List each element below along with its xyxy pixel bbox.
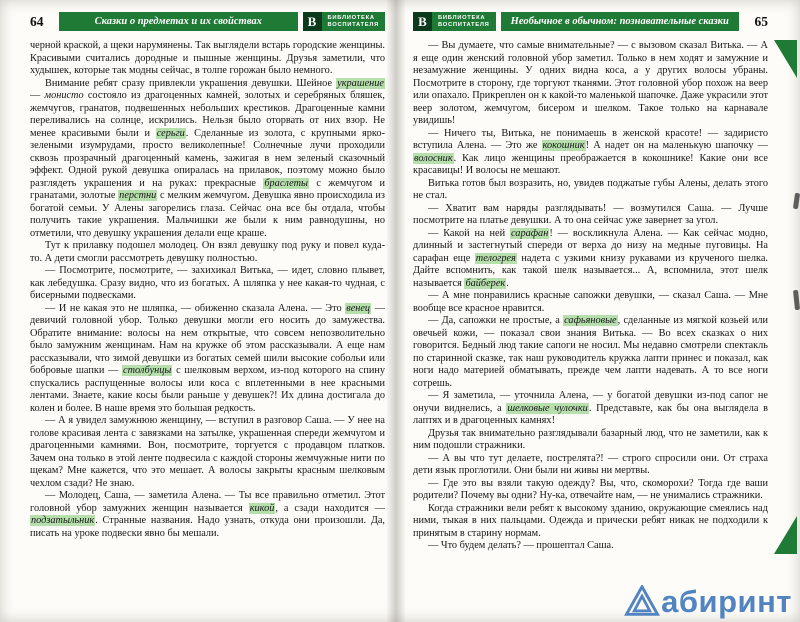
publisher-logo-left xyxy=(303,12,386,31)
publisher-logo-letter-icon: В xyxy=(303,12,322,31)
publisher-logo-line2: ВОСПИТАТЕЛЯ xyxy=(438,21,490,28)
paragraph: — Посмотрите, посмотрите, — захихикал Витька, — идет, словно плывет, как лебедушка. Сразу видно, что из богатых. А шляпка у нее какая-то чудная, с бисерными подвесками. xyxy=(30,265,385,301)
page-right-header xyxy=(413,12,768,31)
paragraph: Витька готов был возразить, но, увидев поджатые губы Алены, делать этого не стал. xyxy=(413,177,768,201)
publisher-logo-letter-icon: В xyxy=(413,12,432,31)
paragraph: черной краской, а щеки нарумянены. Так выглядели встарь городские женщины. Красивыми считались дородные и пышные женщины. Друзья заметили, что худышек, которые так модны сейчас, в толпе горожан было немного. xyxy=(30,40,385,76)
page-corner-triangle-bottom xyxy=(774,516,797,554)
paragraph: Тут к прилавку подошел молодец. Он взял девушку под руку и повел куда-то. А дети смогли рассмотреть девушку полностью. xyxy=(30,240,385,264)
paragraph: Внимание ребят сразу привлекли украшения девушки. Шейное украшение — монисто состояло из драгоценных камней, золотых и серебряных бляшек, жемчугов, гранатов, подвешенных небольших крестиков. Драгоценные камни переливались на солнце, искрились. Нельзя было оторвать от них взор. Не менее красивыми были и серьги. Сделанные из золота, с крупными ярко-зелеными изумрудами, просто великолепные! Солнечные лучи проходили сквозь прозрачный драгоценный камень, зажигая в нем зеленый сказочный эффект. Одной рукой девушка опиралась на прилавок, поэтому можно было разглядеть украшения и на руках: прекрасные браслеты с жемчугом и гранатами, золотые перстни с мелким жемчугом. Девушка явно происходила из богатой семьи. У Алены загорелись глаза. Сейчас она все бы отдала, чтобы получить такие украшения. Мальчишки же были к ним равнодушны, но отметили, что девушку украшения делали еще краше. xyxy=(30,77,385,239)
paragraph: — Какой на ней сарафан! — воскликнула Алена. — Как сейчас модно, длинный и застегнутый спереди от верха до низу на медные пуговицы. На сарафан еще телогрея надета с узкими книзу рукавами из крученого шелка. Дайте вспомнить, как такой шелк называется... А, вспомнила, этот шелк называется байберек. xyxy=(413,227,768,289)
paragraph: — Молодец, Саша, — заметила Алена. — Ты все правильно отметил. Этот головной убор замужних женщин называется кикой, а сзади находится — подзатыльник. Странные названия. Надо узнать, откуда они произошли. Да, писать на уроке подвески явно бы мешали. xyxy=(30,490,385,539)
page-right xyxy=(400,0,800,622)
paragraph: — Вы думаете, что самые внимательные? — с вызовом сказал Витька. — А я еще один женский головной убор заметил. Только в нем ходят и замужние и незамужние женщины. У одних видна коса, а у других волосы убраны. Посмотрите в сторону, где торгуют тканями. Этот головной убор похож на веер или опахало. Прикреплен он к какой-то маленькой шапочке. Даже украсили этот веер золотом, жемчугом, бисером и шелком. Такое только на карнавале увидишь! xyxy=(413,40,768,126)
paragraph: — Хватит вам наряды разглядывать! — возмутился Саша. — Лучше посмотрите на платье девушки. А то она сейчас уже завернет за угол. xyxy=(413,202,768,226)
paragraph: Когда стражники вели ребят к высокому зданию, окружающие смеялись над ними, тыкая в них пальцами. Одежда и прически ребят никак не подходили к принятым в старину нормам. xyxy=(413,502,768,539)
paragraph: — А я увидел замужнюю женщину, — вступил в разговор Саша. — У нее на голове красивая лента с завязками на затылке, украшенная спереди жемчугом и драгоценными камнями. Вон, посмотрите, торгуется с продавцом платков. Зачем она только в этой ленте подвесила с каждой стороны жемчужные нити по щекам? Мне кажется, что это мешает. А волосы закрыты красным шелковым чехлом сзади? Не знаю. xyxy=(30,415,385,489)
chapter-banner-right xyxy=(501,12,740,31)
publisher-logo-line1: БИБЛИОТЕКА xyxy=(327,15,375,21)
publisher-logo-line1: БИБЛИОТЕКА xyxy=(438,15,486,21)
paragraph: — Да, сапожки не простые, а сафьяновые, сделанные из мягкой козьей или овечьей кожи, — показал свои знания Витька. — Во всех сказках о них говорится. Бедный люд такие сапоги не носил. Мы недавно смотрели спектакль по старинной сказке, так наш руководитель кружка лапти принес и показал, как ноги надо материей обматывать, прежде чем лапти надевать. А то все ноги сотрешь. xyxy=(413,315,768,389)
chapter-title-left: Сказки о предметах и их свойствах xyxy=(94,16,262,27)
paragraph: — А мне понравились красные сапожки девушки, — сказал Саша. — Мне вообще все красное нравится. xyxy=(413,290,768,314)
publisher-logo-text xyxy=(432,12,496,31)
publisher-logo-right xyxy=(413,12,496,31)
labirint-watermark-text: абиринт xyxy=(661,584,792,619)
paragraph: Друзья так внимательно разглядывали базарный люд, что не заметили, как к ним подошли стражники. xyxy=(413,427,768,451)
page-corner-triangle-top xyxy=(774,40,797,78)
paragraph: — Где это вы взяли такую одежду? Вы, что, скоморохи? Тогда где ваши родители? Почему вы одни? Ну-ка, отвечайте нам, — не унимались стражники. xyxy=(413,477,768,501)
page-left-header xyxy=(30,12,385,31)
page-left-text xyxy=(30,40,385,578)
paragraph: — А вы что тут делаете, пострелята?! — строго спросили они. От страха дети язык проглотили. Они были ни живы ни мертвы. xyxy=(413,452,768,476)
publisher-logo-line2: ВОСПИТАТЕЛЯ xyxy=(327,21,379,28)
labirint-logo-icon xyxy=(624,585,660,616)
publisher-logo-text xyxy=(322,12,386,31)
paragraph: — И не какая это не шляпка, — обиженно сказала Алена. — Это венец — девичий головной убор. Только девушки могли его носить до замужества. Обратите внимание: волосы на нем открытые, что совсем непозволительно было замужним женщинам. Нам на кружке об этом рассказывали. А еще нам рассказывали, что зимой девушки из богатых семей шили высокие собольи или бобровые шапки — столбунцы с шелковым верхом, из-под которого на спину спускались распущенные волосы или коса с вплетенными в нее красными лентами. Знаете, какие косы были раньше у девушек?! Их длина достигала до колен и более. В наше время это большая редкость. xyxy=(30,302,385,414)
labirint-watermark xyxy=(624,584,792,619)
paragraph: — Ничего ты, Витька, не понимаешь в женской красоте! — задиристо вступила Алена. — Это же кокошник! А надет он на маленькую шапочку — волосник. Как лицо женщины преображается в кокошнике! Какие они все красавицы! И волосы не мешают. xyxy=(413,127,768,176)
chapter-banner-left xyxy=(59,12,298,31)
paragraph: — Я заметила, — уточнила Алена, — у богатой девушки из-под сапог не онучи виднелись, а шелковые чулочки. Представьте, как бы она выглядела в лаптях и в драгоценных камнях! xyxy=(413,390,768,426)
paragraph: — Что будем делать? — прошептал Саша. xyxy=(428,540,614,551)
page-number-left: 64 xyxy=(30,14,44,29)
page-right-text xyxy=(413,40,768,578)
chapter-title-right: Необычное в обычном: познавательные сказки xyxy=(510,16,729,27)
page-number-right: 65 xyxy=(754,14,768,29)
